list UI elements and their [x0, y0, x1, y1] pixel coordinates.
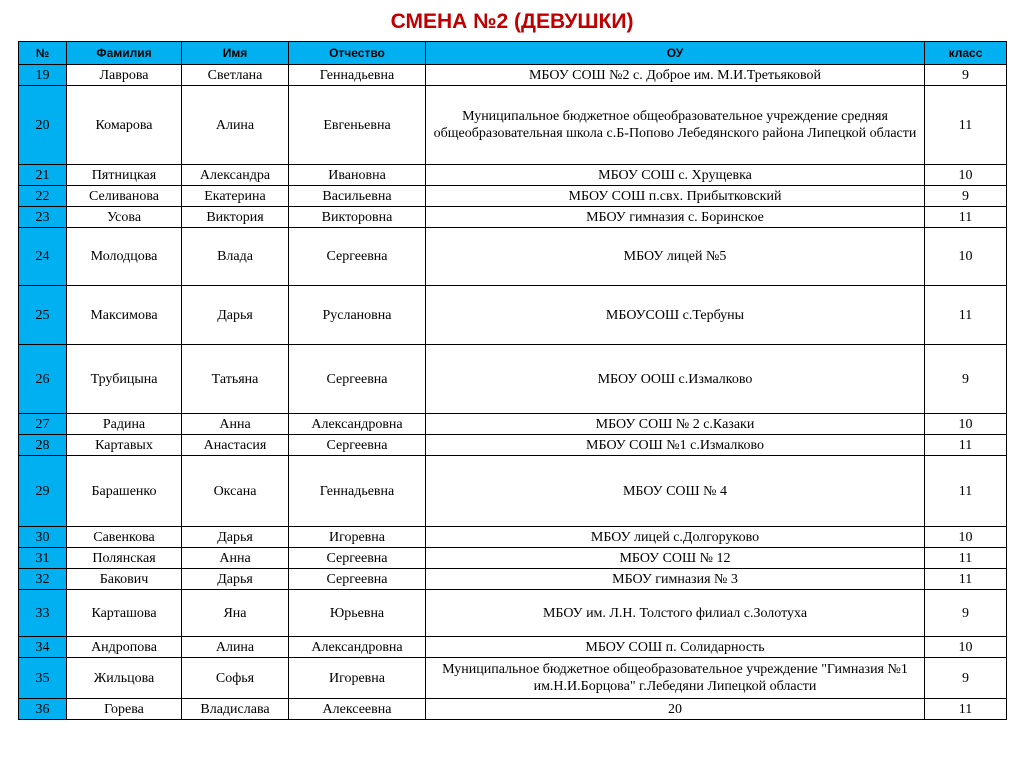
table-row — [19, 286, 1007, 345]
cell-surname: Картавых — [67, 435, 182, 456]
table-row — [19, 569, 1007, 590]
cell-num: 23 — [19, 207, 67, 228]
table-row — [19, 65, 1007, 86]
cell-school: Муниципальное бюджетное общеобразовательное учреждение "Гимназия №1 им.Н.И.Борцова" г.Лебедяни Липецкой области — [426, 658, 925, 699]
cell-patronymic: Сергеевна — [289, 228, 426, 286]
cell-patronymic: Викторовна — [289, 207, 426, 228]
cell-patronymic: Игоревна — [289, 658, 426, 699]
participants-table — [18, 41, 1007, 720]
cell-name: Екатерина — [182, 186, 289, 207]
cell-surname: Усова — [67, 207, 182, 228]
cell-school: МБОУ СОШ №1 с.Измалково — [426, 435, 925, 456]
cell-name: Дарья — [182, 527, 289, 548]
cell-grade: 10 — [925, 165, 1007, 186]
cell-surname: Бакович — [67, 569, 182, 590]
cell-surname: Савенкова — [67, 527, 182, 548]
cell-num: 31 — [19, 548, 67, 569]
cell-patronymic: Сергеевна — [289, 569, 426, 590]
cell-num: 25 — [19, 286, 67, 345]
cell-num: 36 — [19, 699, 67, 720]
cell-name: Софья — [182, 658, 289, 699]
cell-school: МБОУ ООШ с.Измалково — [426, 345, 925, 414]
header-surname: Фамилия — [67, 42, 182, 65]
cell-name: Алина — [182, 86, 289, 165]
header-name: Имя — [182, 42, 289, 65]
cell-surname: Комарова — [67, 86, 182, 165]
cell-grade: 9 — [925, 186, 1007, 207]
cell-school: МБОУ гимназия с. Боринское — [426, 207, 925, 228]
table-row — [19, 435, 1007, 456]
cell-surname: Радина — [67, 414, 182, 435]
cell-surname: Молодцова — [67, 228, 182, 286]
cell-num: 33 — [19, 590, 67, 637]
cell-surname: Полянская — [67, 548, 182, 569]
cell-school: МБОУ СОШ № 2 с.Казаки — [426, 414, 925, 435]
cell-name: Влада — [182, 228, 289, 286]
cell-surname: Андропова — [67, 637, 182, 658]
cell-school: МБОУ им. Л.Н. Толстого филиал с.Золотуха — [426, 590, 925, 637]
cell-grade: 10 — [925, 637, 1007, 658]
cell-num: 26 — [19, 345, 67, 414]
cell-name: Татьяна — [182, 345, 289, 414]
cell-num: 20 — [19, 86, 67, 165]
cell-school: Муниципальное бюджетное общеобразовательное учреждение средняя общеобразовательная школа с.Б-Попово Лебедянского района Липецкой области — [426, 86, 925, 165]
cell-surname: Лаврова — [67, 65, 182, 86]
table-row — [19, 527, 1007, 548]
cell-name: Оксана — [182, 456, 289, 527]
cell-grade: 10 — [925, 228, 1007, 286]
cell-num: 27 — [19, 414, 67, 435]
cell-school: МБОУ лицей №5 — [426, 228, 925, 286]
table-header-row — [19, 42, 1007, 65]
cell-name: Дарья — [182, 569, 289, 590]
header-school: ОУ — [426, 42, 925, 65]
header-patronymic: Отчество — [289, 42, 426, 65]
cell-school: 20 — [426, 699, 925, 720]
cell-name: Светлана — [182, 65, 289, 86]
cell-grade: 11 — [925, 569, 1007, 590]
cell-surname: Пятницкая — [67, 165, 182, 186]
cell-num: 29 — [19, 456, 67, 527]
cell-patronymic: Сергеевна — [289, 435, 426, 456]
cell-patronymic: Юрьевна — [289, 590, 426, 637]
cell-grade: 11 — [925, 286, 1007, 345]
cell-num: 24 — [19, 228, 67, 286]
table-row — [19, 590, 1007, 637]
cell-grade: 11 — [925, 86, 1007, 165]
cell-name: Яна — [182, 590, 289, 637]
cell-patronymic: Ивановна — [289, 165, 426, 186]
table-row — [19, 456, 1007, 527]
cell-school: МБОУ СОШ п. Солидарность — [426, 637, 925, 658]
cell-num: 21 — [19, 165, 67, 186]
table-row — [19, 345, 1007, 414]
cell-surname: Жильцова — [67, 658, 182, 699]
cell-grade: 9 — [925, 658, 1007, 699]
table-row — [19, 186, 1007, 207]
cell-surname: Горева — [67, 699, 182, 720]
cell-surname: Карташова — [67, 590, 182, 637]
cell-surname: Максимова — [67, 286, 182, 345]
cell-num: 19 — [19, 65, 67, 86]
cell-surname: Барашенко — [67, 456, 182, 527]
cell-surname: Селиванова — [67, 186, 182, 207]
cell-name: Анна — [182, 548, 289, 569]
cell-grade: 11 — [925, 699, 1007, 720]
cell-num: 28 — [19, 435, 67, 456]
cell-school: МБОУ СОШ с. Хрущевка — [426, 165, 925, 186]
cell-num: 32 — [19, 569, 67, 590]
cell-school: МБОУ СОШ № 4 — [426, 456, 925, 527]
cell-patronymic: Александровна — [289, 637, 426, 658]
cell-name: Александра — [182, 165, 289, 186]
cell-grade: 11 — [925, 435, 1007, 456]
cell-patronymic: Игоревна — [289, 527, 426, 548]
cell-patronymic: Геннадьевна — [289, 65, 426, 86]
cell-school: МБОУ СОШ №2 с. Доброе им. М.И.Третьяковой — [426, 65, 925, 86]
cell-num: 34 — [19, 637, 67, 658]
cell-grade: 11 — [925, 548, 1007, 569]
cell-name: Алина — [182, 637, 289, 658]
cell-grade: 9 — [925, 590, 1007, 637]
cell-school: МБОУСОШ с.Тербуны — [426, 286, 925, 345]
table-row — [19, 548, 1007, 569]
header-grade: класс — [925, 42, 1007, 65]
cell-patronymic: Геннадьевна — [289, 456, 426, 527]
table-row — [19, 658, 1007, 699]
cell-school: МБОУ СОШ № 12 — [426, 548, 925, 569]
cell-grade: 11 — [925, 456, 1007, 527]
cell-name: Анастасия — [182, 435, 289, 456]
table-body — [19, 65, 1007, 720]
cell-num: 35 — [19, 658, 67, 699]
cell-school: МБОУ лицей с.Долгоруково — [426, 527, 925, 548]
cell-school: МБОУ СОШ п.свх. Прибытковский — [426, 186, 925, 207]
cell-name: Дарья — [182, 286, 289, 345]
table-row — [19, 414, 1007, 435]
table-row — [19, 699, 1007, 720]
cell-grade: 10 — [925, 527, 1007, 548]
cell-patronymic: Руслановна — [289, 286, 426, 345]
table-row — [19, 207, 1007, 228]
cell-name: Виктория — [182, 207, 289, 228]
cell-grade: 10 — [925, 414, 1007, 435]
cell-name: Владислава — [182, 699, 289, 720]
cell-patronymic: Васильевна — [289, 186, 426, 207]
page-title: СМЕНА №2 (ДЕВУШКИ) — [390, 10, 634, 33]
cell-patronymic: Алексеевна — [289, 699, 426, 720]
cell-num: 22 — [19, 186, 67, 207]
header-num: № — [19, 42, 67, 65]
cell-num: 30 — [19, 527, 67, 548]
cell-name: Анна — [182, 414, 289, 435]
cell-school: МБОУ гимназия № 3 — [426, 569, 925, 590]
cell-surname: Трубицына — [67, 345, 182, 414]
table-row — [19, 637, 1007, 658]
table-row — [19, 86, 1007, 165]
cell-patronymic: Александровна — [289, 414, 426, 435]
cell-grade: 9 — [925, 65, 1007, 86]
cell-patronymic: Евгеньевна — [289, 86, 426, 165]
cell-patronymic: Сергеевна — [289, 548, 426, 569]
cell-grade: 11 — [925, 207, 1007, 228]
cell-patronymic: Сергеевна — [289, 345, 426, 414]
cell-grade: 9 — [925, 345, 1007, 414]
table-row — [19, 165, 1007, 186]
table-row — [19, 228, 1007, 286]
